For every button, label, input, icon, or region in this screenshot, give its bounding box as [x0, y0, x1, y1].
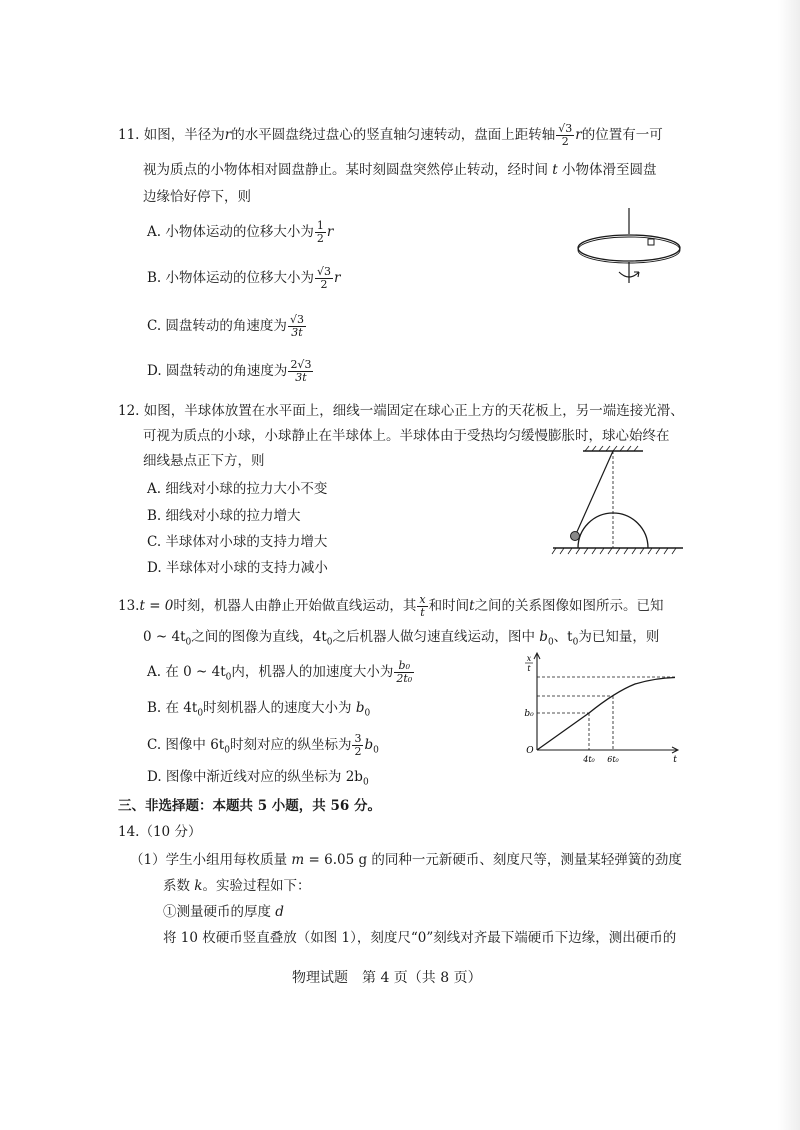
- q12-stem-line2: 可视为质点的小球，小球静止在半球体上。半球体由于受热均匀缓慢膨胀时，球心始终在: [143, 428, 670, 444]
- origin-label: O: [526, 746, 534, 756]
- q13-stem-line2: 0 ~ $4t_0$之间的图像为直线，$4t_0$之后机器人做匀速直线运动，图中 $b_0$、$t_0$为已知量，则: [143, 629, 660, 648]
- q12-stem-line1: 12. 如图，半球体放置在水平面上，细线一端固定在球心正上方的天花板上，另一端连接光滑、: [118, 403, 684, 419]
- ceiling-hatch: [585, 446, 638, 451]
- q12-option-a: A. 细线对小球的拉力大小不变: [147, 481, 328, 497]
- q13-option-d: D. 图像中渐近线对应的纵坐标为 $2b_0$: [147, 769, 369, 788]
- svg-text:x: x: [526, 654, 532, 663]
- q13-stem-line1: 13.t = 0时刻，机器人由静止开始做直线运动，其 $\frac{x}{t}$ 和时间t之间的关系图像如图所示。已知: [118, 593, 664, 619]
- q14-head: 14.（10 分）: [118, 824, 202, 840]
- q12-option-c: C. 半球体对小球的支持力增大: [147, 534, 328, 550]
- q11-disc-figure: [555, 208, 655, 288]
- q13-option-a: A. 在 0 ~ $4t_0$内，机器人的加速度大小为 $\frac{\text{b₀}}{\text{2t₀}}$: [147, 659, 413, 685]
- graph-y-label: [525, 654, 533, 673]
- small-object-icon: [648, 239, 654, 245]
- disc-ellipse: [578, 235, 680, 261]
- q14-part1-line1: （1）学生小组用每枚质量 m = 6.05 g 的同种一元新硬币、刻度尺等，测量某轻弹簧的劲度: [130, 852, 682, 868]
- ground-hatch: [552, 548, 676, 554]
- q12-hemisphere-figure: [548, 448, 688, 558]
- q11-stem-line1: 11. 如图，半径为r的水平圆盘绕过盘心的竖直轴匀速转动，盘面上距转轴 $\frac{√3}{2}$ r的位置有一可: [118, 122, 663, 148]
- scan-edge-shadow: [778, 0, 800, 1130]
- svg-text:t: t: [527, 664, 531, 673]
- q13-graph: [515, 650, 685, 770]
- q11-option-d: D. 圆盘转动的角速度为 $\frac{2√3}{3t}$: [147, 358, 312, 384]
- x-tick-6t0: 6t₀: [607, 755, 619, 764]
- disc-ellipse-edge: [578, 237, 680, 263]
- section-three-title: 三、非选择题：本题共 5 小题，共 56 分。: [118, 798, 381, 814]
- x-tick-4t0: 4t₀: [583, 755, 595, 764]
- q12-option-b: B. 细线对小球的拉力增大: [147, 508, 301, 524]
- q12-stem-line3: 细线悬点正下方，则: [143, 453, 265, 469]
- graph-curve: [537, 678, 675, 751]
- q11-option-c: C. 圆盘转动的角速度为 $\frac{√3}{3t}$: [147, 313, 304, 339]
- q14-step1-line2: 将 10 枚硬币竖直叠放（如图 1），刻度尺“0”刻线对齐最下端硬币下边缘，测出硬币的: [163, 930, 677, 946]
- q13-option-c: C. 图像中 $6t_0$时刻对应的纵坐标为 $\frac{3}{2}$ $b_0$: [147, 732, 379, 758]
- q14-part1-line2: 系数 k。实验过程如下：: [163, 878, 311, 894]
- q11-option-a: A. 小物体运动的位移大小为 $\frac{1}{2}$ r: [147, 219, 334, 245]
- page-footer: 物理试题 第 4 页（共 8 页）: [292, 970, 482, 986]
- q11-stem-line3: 边缘恰好停下，则: [143, 189, 251, 205]
- suspension-string: [576, 451, 613, 534]
- q13-option-b: B. 在 $4t_0$时刻机器人的速度大小为 $b_0$: [147, 700, 371, 719]
- small-ball-icon: [571, 532, 580, 541]
- q12-option-d: D. 半球体对小球的支持力减小: [147, 560, 328, 576]
- x-axis-label: t: [673, 755, 677, 765]
- q11-stem-line2: 视为质点的小物体相对圆盘静止。某时刻圆盘突然停止转动，经时间 t 小物体滑至圆盘: [143, 162, 657, 178]
- b0-label: b₀: [524, 709, 534, 719]
- q11-option-b: B. 小物体运动的位移大小为 $\frac{√3}{2}$ r: [147, 265, 341, 291]
- q14-step1-title: ①测量硬币的厚度 d: [163, 904, 284, 920]
